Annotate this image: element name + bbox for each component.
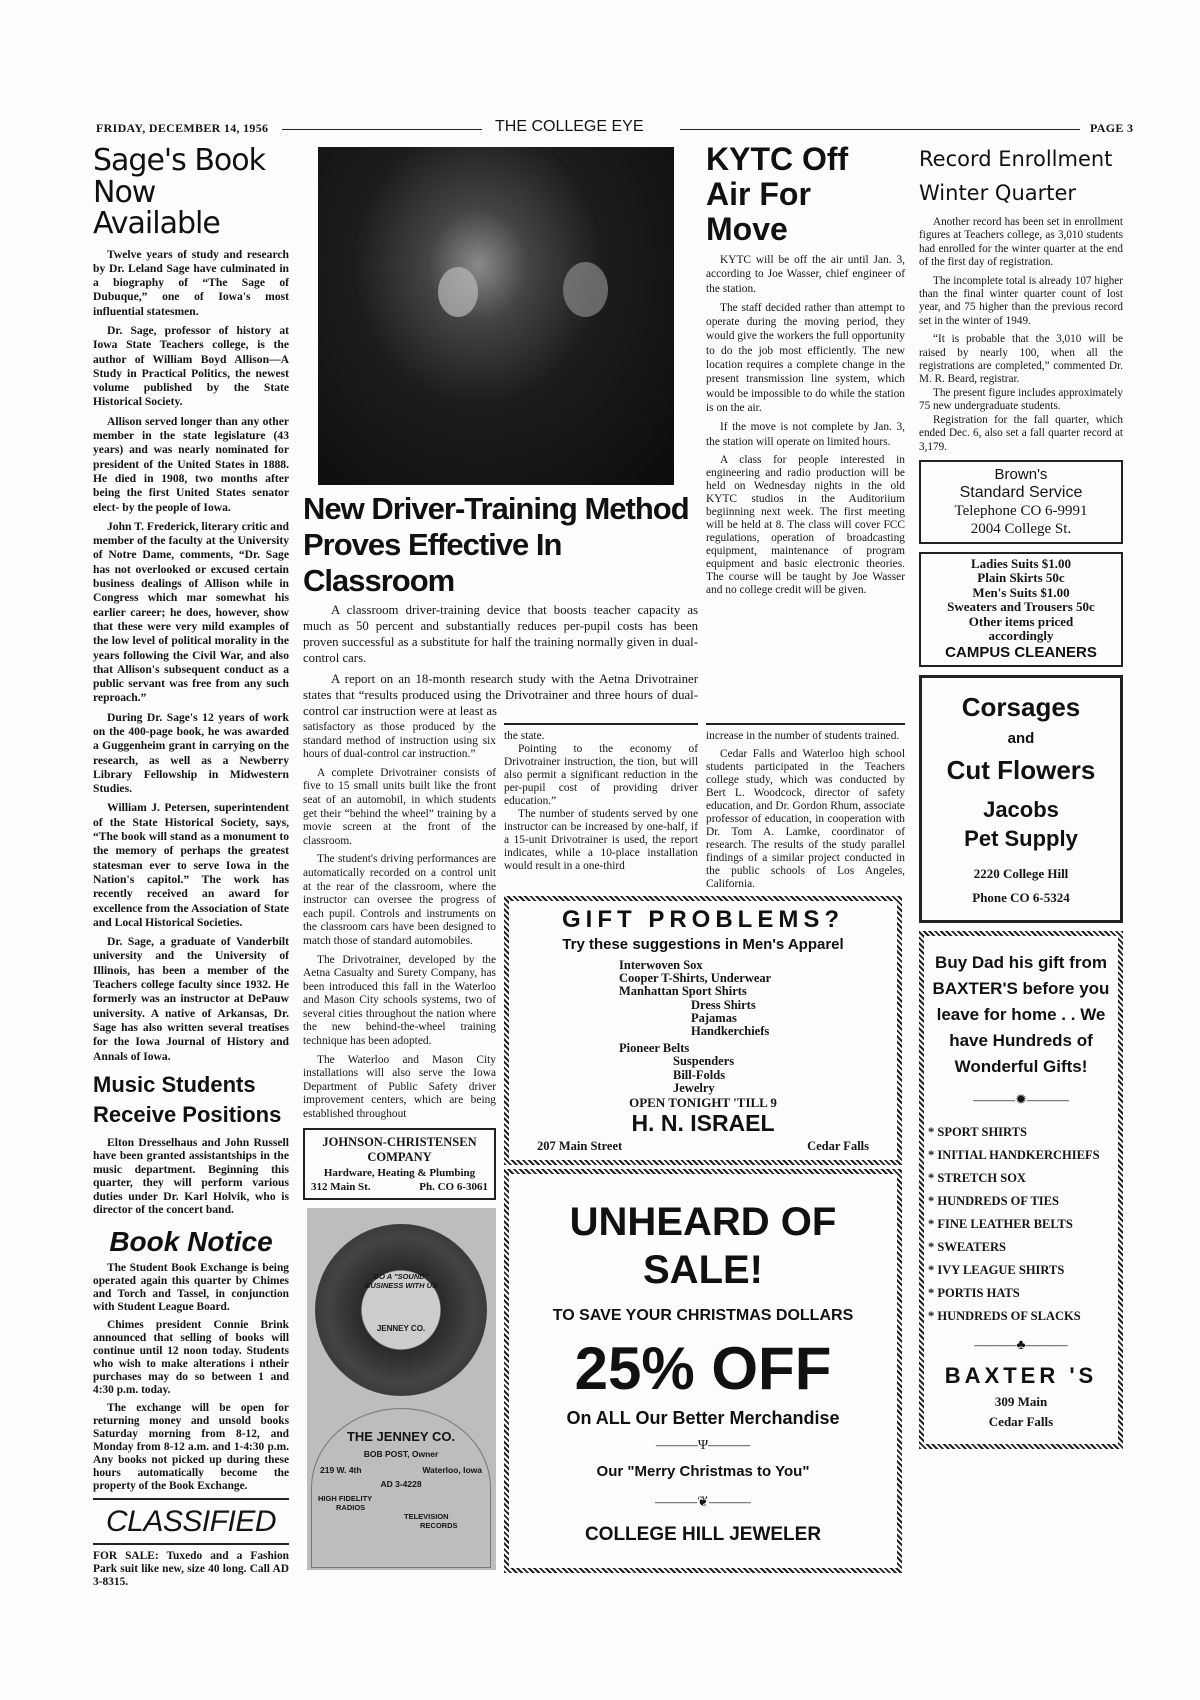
paragraph: Registration for the fall quarter, which ended Dec. 6, also set a fall quarter record at 3,179. xyxy=(919,413,1123,453)
ad-title: SALE! xyxy=(643,1248,763,1293)
ad-item: PORTIS HATS xyxy=(937,1286,1020,1301)
ad-item: SPORT SHIRTS xyxy=(937,1125,1027,1140)
driver-top xyxy=(303,142,698,721)
paragraph: Dr. Sage, professor of history at Iowa State Teachers college, is the author of William Boyd Allison—A Study in Practical Politics, the newest volume published by the State Historical Society. xyxy=(93,323,289,409)
ad-item: Interwoven Sox xyxy=(619,957,703,972)
ad-address: 219 W. 4th xyxy=(320,1464,362,1475)
left-column xyxy=(93,145,289,1589)
paragraph: William J. Petersen, superintendent of the State Historical Society, says, “The book will stand as a monument to the memory of perhaps the greatest statesman ever to serve Iowa in the Nation's capitol.” The work has recently received an award for excellence from the Association of State and Local Historical Societies. xyxy=(93,801,289,929)
ad-line: and xyxy=(1007,730,1035,748)
jenney-info xyxy=(311,1408,491,1568)
paragraph: Another record has been set in enrollment figures at Teachers college, as 3,010 students had enrolled for the winter quarter at the end of the first day of registration. xyxy=(919,216,1123,269)
ad-item-list xyxy=(519,959,887,1095)
driver-headline: New Driver-Training Method Proves Effective In Classroom xyxy=(303,491,689,598)
ad-city: Cedar Falls xyxy=(807,1139,869,1154)
ad-subtitle: Try these suggestions in Men's Apparel xyxy=(562,936,844,954)
ad-line: Plain Skirts 50c xyxy=(977,570,1065,586)
ad-line: accordingly xyxy=(988,628,1054,644)
ad-business-name: Jacobs xyxy=(983,797,1059,823)
ad-business-name: H. N. ISRAEL xyxy=(631,1109,775,1136)
paragraph: Dr. Sage, a graduate of Vanderbilt university and the University of Illinois, has been a member of the Teachers college faculty since 1932. He formerly was an instructor at DePauw university. A native of Arkansas, Dr. Sage has also written several treatises for the Iowa Journal of History and Annals of Iowa. xyxy=(93,935,289,1063)
ad-line: Other items priced xyxy=(968,613,1074,629)
discount-text: 25% OFF xyxy=(574,1334,832,1402)
article-headline: KYTC Off Air For Move xyxy=(706,141,849,247)
ad-item: Dress Shirts xyxy=(691,997,756,1012)
ad-item: FINE LEATHER BELTS xyxy=(937,1217,1073,1232)
paper-name: THE COLLEGE EYE xyxy=(495,118,644,135)
paragraph: The Drivotrainer, developed by the Aetna Casualty and Surety Company, has been introduced this fall in the Waterloo and Mason City schools systems, two of several cities throughout the nation where the new behind-the-wheel training technique has been adopted. xyxy=(303,953,496,1048)
right-column xyxy=(919,142,1123,1449)
header-rule xyxy=(282,129,482,130)
article-headline: Record Enrollment Winter Quarter xyxy=(919,147,1113,205)
ad-item: Cooper T-Shirts, Underwear xyxy=(619,971,772,986)
paragraph: Elton Dresselhaus and John Russell have been granted assistantships in the music department. Beginning this quarter, they will perform various duties under Dr. Karl Holvik, who is director of the concert band. xyxy=(93,1135,289,1217)
ad-business-name: Pet Supply xyxy=(964,826,1078,852)
ornament-icon: ———Ψ——— xyxy=(655,1437,751,1453)
ad-item: Jewelry xyxy=(673,1080,715,1095)
paragraph: “It is probable that the 3,010 will be raised by nearly 100, when all the registrations are completed,” commented Dr. M. R. Beard, registrar. xyxy=(919,333,1123,386)
paragraph: The exchange will be open for returning money and unsold books Saturday morning from 8-12, and Monday from 8-12 a.m. and 1-4:30 p.m. Any books not picked up during these hours automatically become the property of the Book Exchange. xyxy=(93,1402,289,1493)
ad-product: TELEVISION xyxy=(404,1511,449,1521)
record-label: DO A "SOUND" BUSINESS WITH US xyxy=(364,1271,438,1290)
ad-item: HUNDREDS OF SLACKS xyxy=(937,1309,1081,1324)
ad-title: GIFT PROBLEMS? xyxy=(562,906,844,933)
ad-item: Pajamas xyxy=(691,1010,737,1025)
classroom-photo xyxy=(318,147,674,485)
ad-product: RADIOS xyxy=(336,1502,366,1512)
photo-figure xyxy=(563,262,608,317)
paragraph: Twelve years of study and research by Dr. Leland Sage have culminated in a biography of “The Sage of Dubuque,” one of Iowa's most influential statesmen. xyxy=(93,247,289,318)
ad-item: Suspenders xyxy=(673,1054,735,1069)
paragraph: The present figure includes approximately 75 new undergraduate students. xyxy=(919,386,1123,413)
ad-address: 2004 College St. xyxy=(970,520,1072,537)
section-rule xyxy=(706,723,905,725)
record-icon xyxy=(315,1224,487,1396)
ad-city: Waterloo, Iowa xyxy=(422,1464,482,1475)
ad-item: HUNDREDS OF TIES xyxy=(937,1194,1059,1209)
ad-pitch: Buy Dad his gift from BAXTER'S before you leave for home . . We have Hundreds of Wonderful Gifts! xyxy=(932,953,1110,1077)
ad-item: INITIAL HANDKERCHIEFS xyxy=(937,1148,1100,1163)
ad-item: IVY LEAGUE SHIRTS xyxy=(937,1263,1065,1278)
driver-col-a xyxy=(303,721,496,1570)
jeweler-ad xyxy=(504,1169,902,1573)
paragraph: Cedar Falls and Waterloo high school students participated in the Teachers college study, which was conducted by Bert L. Woodcock, director of safety education, and Dr. Gordon Rhum, associate professor of education, in cooperation with Dr. Tom A. Lamke, coordinator of research. The results of the study parallel findings of a similar project conducted in the public schools of Los Angeles, California. xyxy=(706,748,905,890)
israel-ad xyxy=(504,896,902,1165)
ad-product: HIGH FIDELITY xyxy=(318,1493,373,1503)
ad-phone: Phone CO 6-5324 xyxy=(972,890,1070,906)
paragraph: KYTC will be off the air until Jan. 3, according to Joe Wasser, chief engineer of the station. xyxy=(706,254,905,295)
sage-article xyxy=(93,145,289,1064)
paragraph: A class for people interested in engineering and radio production will be held on Wednesday nights in the old KYTC studios in the Auditoriium begiinning next week. The first meeting will be held at 8. The class will cover FCC regulations, operation of broadcasting equipment, maintenance of program equipment and basic electronic theories. The course will be taught by Joe Wasser and no college credit will be given. xyxy=(706,453,905,596)
ad-business-name: BAXTER 'S xyxy=(944,1363,1098,1389)
ornament-icon: ———❦——— xyxy=(655,1494,751,1510)
paragraph: Chimes president Connie Brink announced that selling of books will continue until 12 noon today. Students who wish to make alterations i ntheir purchases may do so between 1 and 4:30 p.m. today. xyxy=(93,1319,289,1397)
ad-address: 309 Main xyxy=(994,1393,1048,1409)
article-headline: Book Notice xyxy=(109,1225,273,1257)
johnson-christensen-ad xyxy=(303,1128,496,1200)
middle-region xyxy=(303,142,905,1573)
driver-continued xyxy=(706,721,905,896)
ad-line: Corsages xyxy=(961,691,1081,722)
campus-cleaners-ad xyxy=(919,552,1123,667)
ad-line: Hardware, Heating & Plumbing xyxy=(323,1166,476,1179)
ad-item: Pioneer Belts xyxy=(619,1041,690,1056)
header-rule xyxy=(680,129,1080,130)
browns-ad xyxy=(919,460,1123,544)
paragraph: Allison served longer than any other member in the state legislature (43 years) and was nearly nominated for president of the United States in 1888. He died in 1908, two months after being the first United States senator elect- by the people of Iowa. xyxy=(93,414,289,514)
paragraph: the state. xyxy=(504,730,545,742)
ad-business-name: CAMPUS CLEANERS xyxy=(945,643,1097,661)
paragraph: If the move is not complete by Jan. 3, the station will operate on limited hours. xyxy=(706,421,905,448)
paragraph: During Dr. Sage's 12 years of work on the 400-page book, he was awarded a Guggenheim grant in carrying on the research, as well as a Newberry Library Fellowship in Midwestern Studies. xyxy=(93,710,289,796)
ad-item: SWEATERS xyxy=(937,1240,1006,1255)
photo-figure xyxy=(438,267,478,317)
paragraph: A report on an 18-month research study with the Aetna Drivotrainer states that “results produced using the Drivotrainer and three hours of dual-control car instruction were at least as xyxy=(303,672,698,718)
ad-line: Cut Flowers xyxy=(946,754,1096,785)
enrollment-article xyxy=(919,142,1123,454)
issue-date: FRIDAY, DECEMBER 14, 1956 xyxy=(96,121,269,135)
ad-item: Handkerchiefs xyxy=(691,1023,770,1038)
ad-line: Men's Suits $1.00 xyxy=(972,584,1070,600)
ad-business-name: Brown's xyxy=(994,465,1048,483)
ad-phone: AD 3-4228 xyxy=(380,1478,422,1489)
ad-city: Cedar Falls xyxy=(988,1413,1054,1429)
jacobs-ad xyxy=(919,675,1123,924)
ad-business-name: THE JENNEY CO. xyxy=(346,1428,456,1444)
ad-phone: Ph. CO 6-3061 xyxy=(419,1180,488,1193)
paragraph: John T. Frederick, literary critic and member of the faculty at the University of Notre Dame, comments, “Dr. Sage has not overlooked or excused certain business dealings of Allison while in Congress which mar somewhat his earlier career; he does, however, show that these were very mild examples of the low level of political morality in the years following the Civil War, and also that Allison's subsequent conduct as a public servant was free from any such reproach.” xyxy=(93,519,289,705)
ad-address: 2220 College Hill xyxy=(973,866,1069,882)
ad-tagline: Standard Service xyxy=(959,483,1083,501)
paragraph: The Student Book Exchange is being operated again this quarter by Chimes and Torch and Tassel, in conjunction with Student League Board. xyxy=(93,1262,289,1314)
classified-heading: CLASSIFIED xyxy=(105,1505,277,1539)
section-rule xyxy=(93,1543,289,1545)
paragraph: satisfactory as those produced by the standard method of instruction using six hours of dual-control car instruction.” xyxy=(303,721,496,761)
ad-line: On ALL Our Better Merchandise xyxy=(566,1407,840,1428)
classified-ad: FOR SALE: Tuxedo and a Fashion Park suit like new, size 40 long. Call AD 3-8315. xyxy=(93,1550,289,1589)
paragraph: The number of students served by one instructor can be increased by one-half, if a 15-unit Drivotrainer is used, the report indicates, while a 10-place installation would result in a one-third xyxy=(504,808,698,872)
ad-line: Sweaters and Trousers 50c xyxy=(947,599,1095,615)
article-headline: Sage's Book Now Available xyxy=(93,143,266,241)
driver-lede xyxy=(303,602,698,719)
ad-phone: Telephone CO 6-9991 xyxy=(954,502,1088,519)
ad-product: RECORDS xyxy=(420,1520,458,1530)
ornament-icon: ———✹——— xyxy=(973,1093,1069,1109)
paragraph: Pointing to the economy of Drivotrainer instruction, the tion, but will also permit a significant reduction in the per-pupil cost of providing driver education.” xyxy=(504,743,698,807)
ad-item: Bill-Folds xyxy=(673,1067,726,1082)
baxters-ad xyxy=(919,931,1123,1448)
kytc-article xyxy=(706,142,905,599)
ad-address: 312 Main St. xyxy=(311,1180,371,1193)
paragraph: increase in the number of students trained. xyxy=(706,730,900,742)
page-number: PAGE 3 xyxy=(1090,121,1134,135)
ad-address: 207 Main Street xyxy=(537,1139,623,1154)
ad-line: Our "Merry Christmas to You" xyxy=(596,1462,810,1480)
ad-line: TO SAVE YOUR CHRISTMAS DOLLARS xyxy=(552,1307,854,1325)
paragraph: The incomplete total is already 107 higher than the final winter quarter count of lost year, and 75 higher than the previous record set in the winter of 1949. xyxy=(919,274,1123,327)
music-article xyxy=(93,1070,289,1217)
ad-title: UNHEARD OF xyxy=(569,1200,837,1245)
book-notice-article xyxy=(93,1227,289,1493)
article-headline: Music Students Receive Positions xyxy=(93,1071,282,1127)
paragraph: A complete Drivotrainer consists of five to 15 small units built like the front seat of an automobil, in which students get their “behind the wheel” training by a movie screen at the front of the classroom. xyxy=(303,766,496,847)
record-label: JENNEY CO. xyxy=(376,1323,426,1333)
ad-business-name: COLLEGE HILL JEWELER xyxy=(584,1523,822,1545)
ad-business-name: COMPANY xyxy=(367,1149,432,1164)
ad-owner: BOB POST, Owner xyxy=(363,1448,439,1459)
section-rule xyxy=(93,1498,289,1500)
ad-item-list: * SPORT SHIRTS * INITIAL HANDKERCHIEFS * STRETCH SOX * HUNDREDS OF TIES * FINE LEATHER BELTS * SWEATERS * IVY LEAGUE SHIRTS * PORTIS HATS * HUNDREDS OF SLACKS xyxy=(928,1125,1100,1324)
paragraph: The staff decided rather than attempt to operate during the moving period, they would give the workers the full opportunity to do the job most efficiently. The new location requires a complete change in the present transmission line system, which would be impossible to do while the station is on the air. xyxy=(706,301,905,414)
ad-line: Ladies Suits $1.00 xyxy=(970,555,1072,571)
ad-hours: OPEN TONIGHT 'TILL 9 xyxy=(629,1094,777,1110)
middle-right-region xyxy=(504,721,905,1573)
ad-item: STRETCH SOX xyxy=(937,1171,1026,1186)
paragraph: The student's driving performances are automatically recorded on a control unit at the rear of the classroom, where the instructor can oversee the progress of each pupil. Controls and instruments on the classroom cars have been designed to match those of standard automobiles. xyxy=(303,853,496,947)
driver-col-b xyxy=(504,721,698,878)
tree-ornament-icon: ———♣——— xyxy=(974,1338,1068,1354)
jenney-ad xyxy=(307,1208,496,1570)
section-rule xyxy=(504,723,698,725)
ad-item: Manhattan Sport Shirts xyxy=(619,984,747,999)
ad-business-name: JOHNSON-CHRISTENSEN xyxy=(322,1134,477,1149)
paragraph: A classroom driver-training device that boosts teacher capacity as much as 50 percent and substantially reduces per-pupil costs has been proven successful as a substitute for half the training normally given in dual-control cars. xyxy=(303,603,698,665)
paragraph: The Waterloo and Mason City installations will also serve the Iowa Department of Public Safety driver improvement centers, which are being established throughout xyxy=(303,1053,496,1121)
